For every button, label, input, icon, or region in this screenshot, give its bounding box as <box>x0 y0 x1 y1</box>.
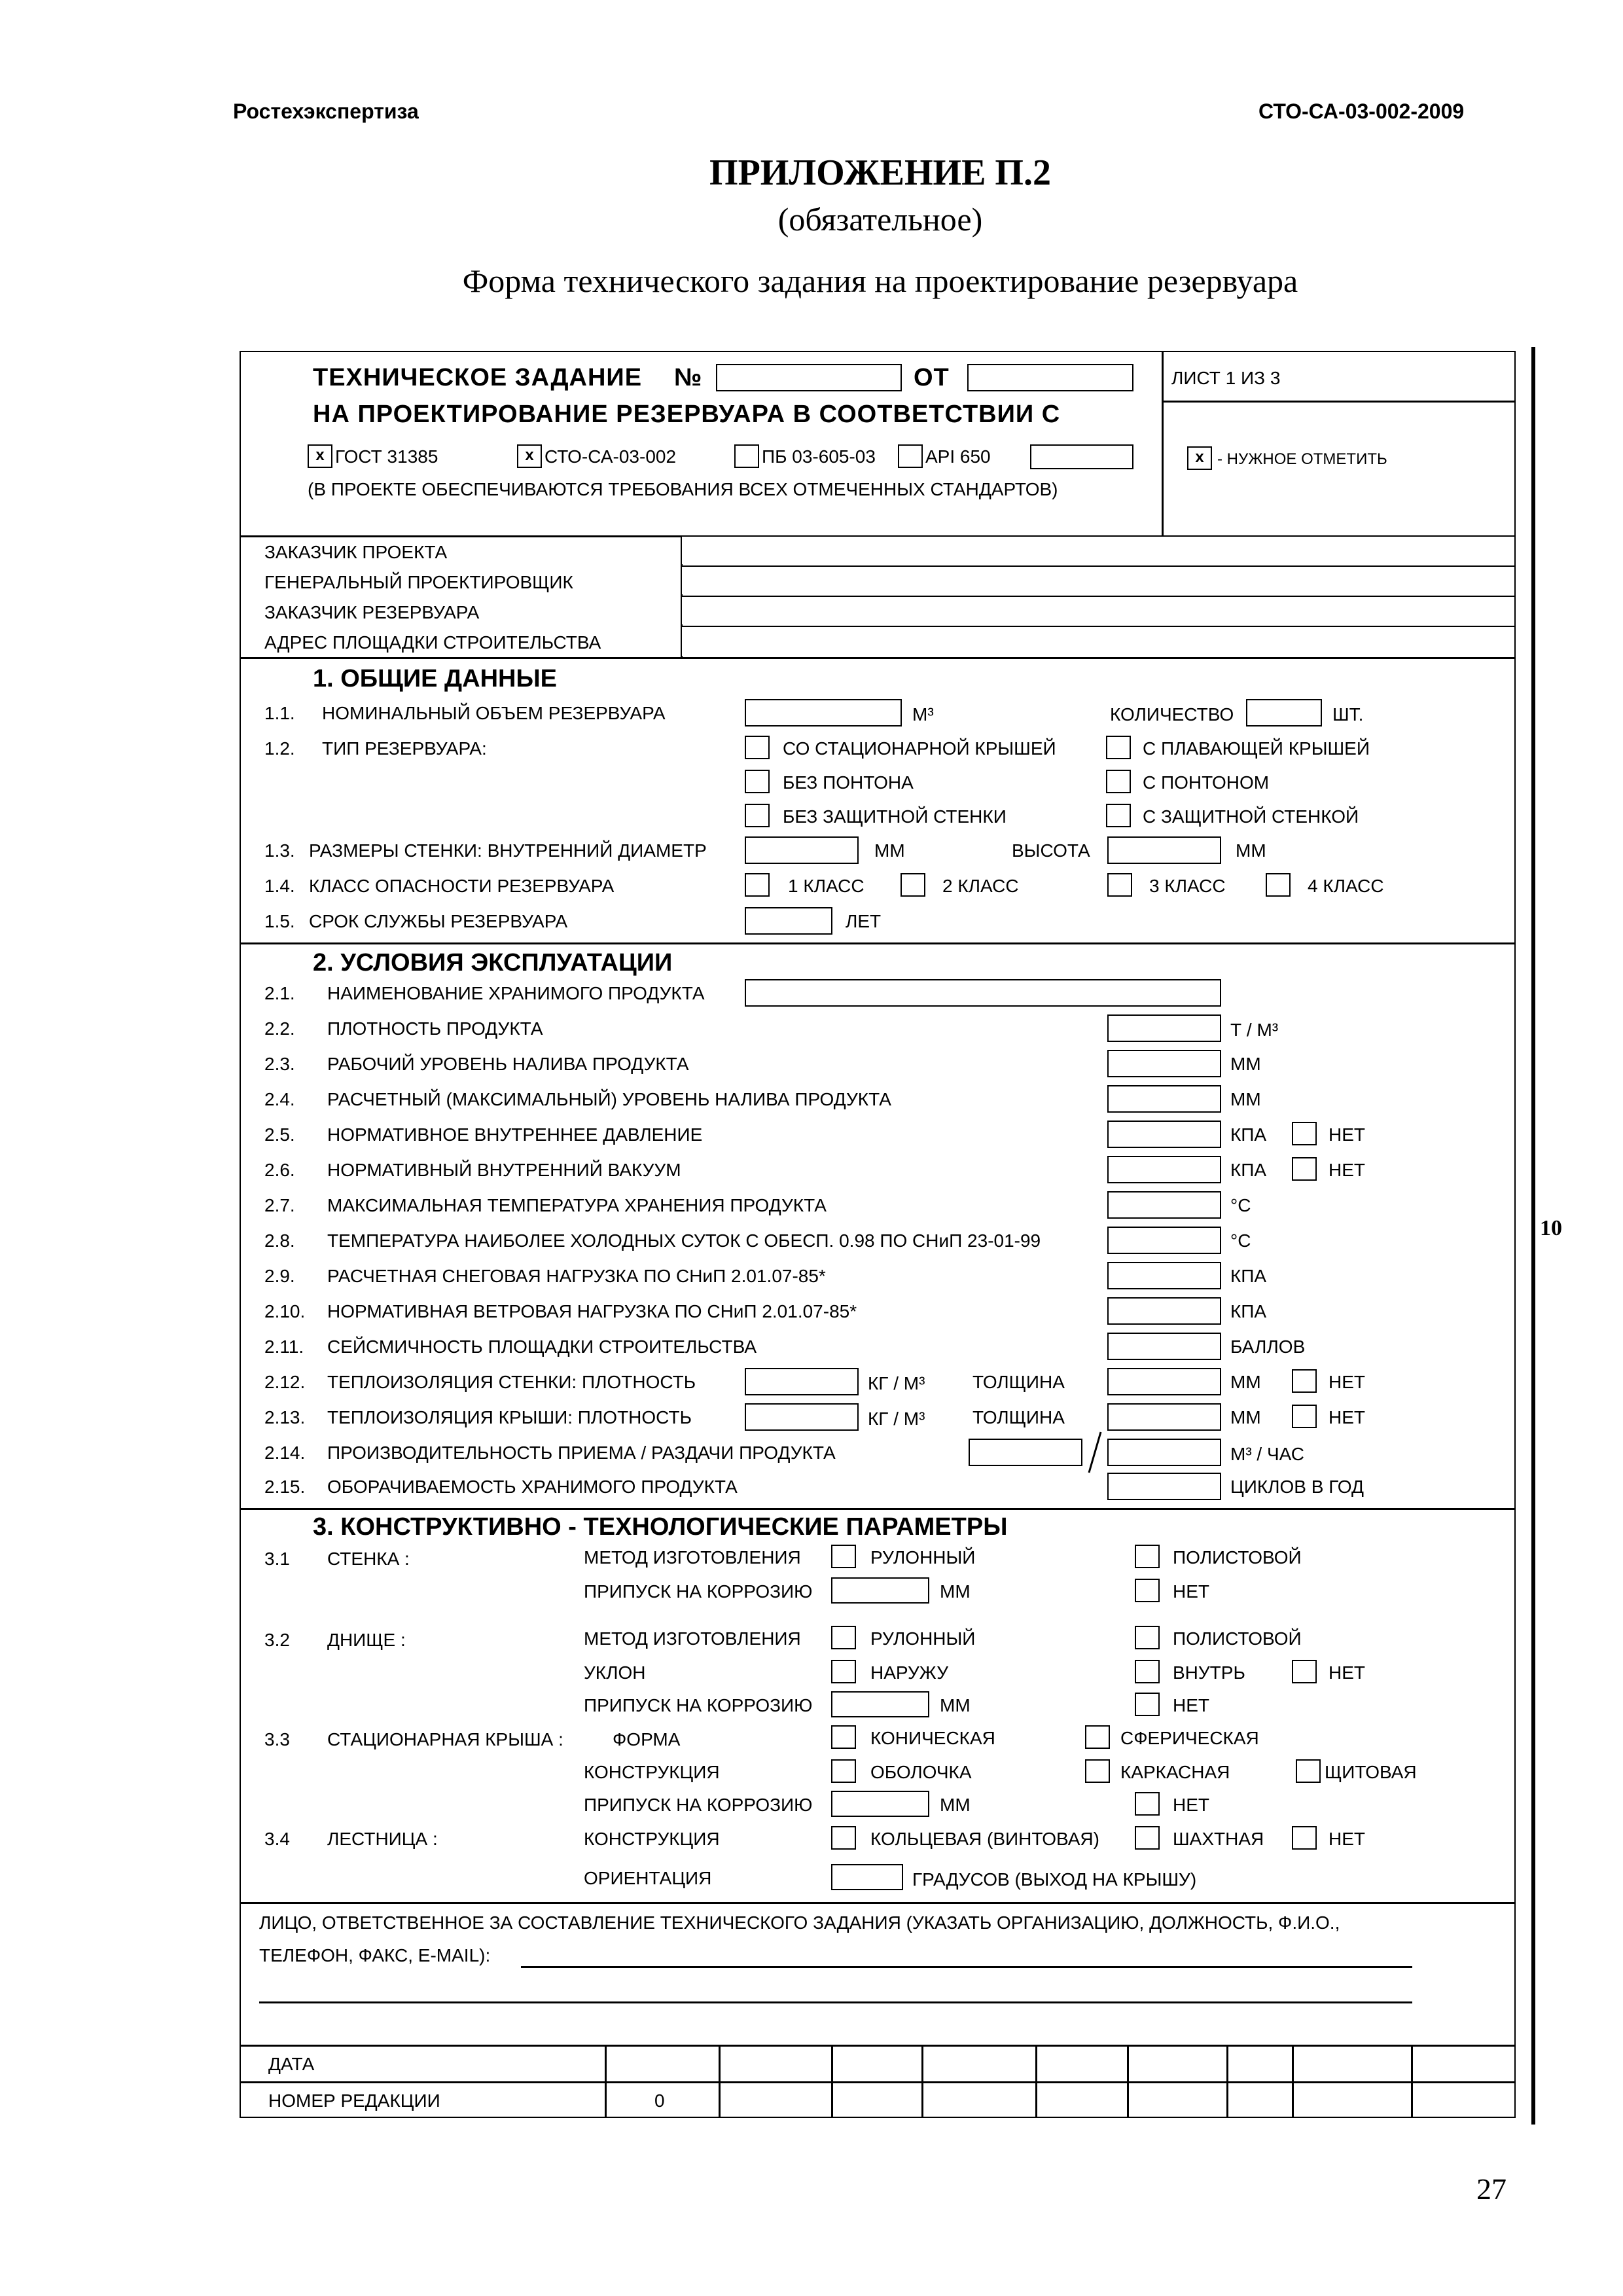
cold-temp-field[interactable] <box>1107 1227 1221 1254</box>
std-api-checkbox[interactable] <box>898 444 923 468</box>
row-3-2-num: 3.2 <box>264 1630 290 1650</box>
row-2-12-label: ТЕПЛОИЗОЛЯЦИЯ СТЕНКИ: ПЛОТНОСТЬ <box>327 1372 696 1392</box>
bottom-allowance-label: ПРИПУСК НА КОРРОЗИЮ <box>584 1695 813 1715</box>
density-field[interactable] <box>1107 1014 1221 1042</box>
page-number: 27 <box>1476 2172 1507 2206</box>
row-2-10-num: 2.10. <box>264 1301 306 1321</box>
row-2-1-label: НАИМЕНОВАНИЕ ХРАНИМОГО ПРОДУКТА <box>327 983 705 1003</box>
rate-separator-slash <box>1084 1429 1106 1475</box>
header-sheet-line <box>1162 401 1516 403</box>
bottom-rolled-label: РУЛОННЫЙ <box>870 1628 976 1649</box>
rev-col-9 <box>1411 2045 1413 2118</box>
rev-col-8 <box>1292 2045 1294 2118</box>
row-2-15-label: ОБОРАЧИВАЕМОСТЬ ХРАНИМОГО ПРОДУКТА <box>327 1477 738 1497</box>
row-2-7-num: 2.7. <box>264 1195 295 1215</box>
slope-inward-label: ВНУТРЬ <box>1173 1662 1245 1683</box>
party-field-4[interactable] <box>682 627 1514 656</box>
margin-line <box>1531 347 1535 2125</box>
wall-allowance-label: ПРИПУСК НА КОРРОЗИЮ <box>584 1581 813 1602</box>
roof-insulation-thickness-unit: ММ <box>1230 1407 1261 1427</box>
row-1-3-num: 1.3. <box>264 840 295 861</box>
type-floating-roof-checkbox[interactable] <box>1106 736 1131 759</box>
row-2-4-num: 2.4. <box>264 1089 295 1109</box>
row-3-2-label: ДНИЩЕ : <box>327 1630 406 1650</box>
row-1-4-label: КЛАСС ОПАСНОСТИ РЕЗЕРВУАРА <box>309 876 615 896</box>
roof-insulation-density-unit: КГ / М³ <box>868 1408 925 1429</box>
tz-title-line2: НА ПРОЕКТИРОВАНИЕ РЕЗЕРВУАРА В СООТВЕТСТВИИ С <box>313 401 1061 428</box>
vacuum-no-checkbox[interactable] <box>1292 1157 1317 1181</box>
row-2-11-num: 2.11. <box>264 1336 304 1357</box>
service-life-unit: ЛЕТ <box>846 911 882 931</box>
party-label-1: ЗАКАЗЧИК ПРОЕКТА <box>264 542 448 562</box>
slope-inward-checkbox[interactable] <box>1135 1660 1160 1683</box>
wall-allowance-no-checkbox[interactable] <box>1135 1579 1160 1602</box>
from-label: ОТ <box>914 364 950 391</box>
height-field[interactable] <box>1107 836 1221 864</box>
seismic-field[interactable] <box>1107 1333 1221 1360</box>
wind-load-unit: КПА <box>1230 1301 1267 1321</box>
section1-bottom-line <box>240 942 1516 944</box>
snow-load-unit: КПА <box>1230 1266 1267 1286</box>
row-3-1-num: 3.1 <box>264 1549 290 1569</box>
turnover-unit: ЦИКЛОВ В ГОД <box>1230 1477 1364 1497</box>
number-sign: № <box>674 364 703 391</box>
wall-allowance-unit: ММ <box>940 1581 971 1602</box>
row-1-2-num: 1.2. <box>264 738 295 759</box>
class-2-label: 2 КЛАСС <box>942 876 1019 896</box>
max-temp-unit: °С <box>1230 1195 1251 1215</box>
class-1-label: 1 КЛАСС <box>788 876 865 896</box>
std-pb-checkbox[interactable] <box>734 444 759 468</box>
stair-ring-checkbox[interactable] <box>831 1826 856 1850</box>
section2-bottom-line <box>240 1508 1516 1510</box>
pressure-unit: КПА <box>1230 1124 1267 1145</box>
wall-rolled-label: РУЛОННЫЙ <box>870 1547 976 1568</box>
roof-panel-label: ЩИТОВАЯ <box>1325 1762 1417 1782</box>
cold-temp-unit: °С <box>1230 1230 1251 1251</box>
wall-insulation-thickness-label: ТОЛЩИНА <box>972 1372 1065 1392</box>
row-2-15-num: 2.15. <box>264 1477 306 1497</box>
row-2-14-label: ПРОИЗВОДИТЕЛЬНОСТЬ ПРИЕМА / РАЗДАЧИ ПРОДУКТА <box>327 1443 836 1463</box>
section3-title: 3. КОНСТРУКТИВНО - ТЕХНОЛОГИЧЕСКИЕ ПАРАМЕТРЫ <box>313 1513 1008 1541</box>
responsible-line1: ЛИЦО, ОТВЕТСТВЕННОЕ ЗА СОСТАВЛЕНИЕ ТЕХНИЧЕСКОГО ЗАДАНИЯ (УКАЗАТЬ ОРГАНИЗАЦИЮ, ДОЛЖНОСТЬ, Ф.И.О., <box>259 1912 1340 1933</box>
org-name: Ростехэкспертиза <box>233 99 419 123</box>
row-2-2-label: ПЛОТНОСТЬ ПРОДУКТА <box>327 1018 543 1039</box>
diameter-unit: ММ <box>874 840 905 861</box>
stair-orientation-label: ОРИЕНТАЦИЯ <box>584 1868 712 1888</box>
row-2-6-label: НОРМАТИВНЫЙ ВНУТРЕННИЙ ВАКУУМ <box>327 1160 681 1180</box>
max-level-field[interactable] <box>1107 1085 1221 1113</box>
std-api-label: API 650 <box>925 446 991 467</box>
row-1-4-num: 1.4. <box>264 876 295 896</box>
rev-col-5 <box>1035 2045 1037 2118</box>
class-1-checkbox[interactable] <box>745 873 770 897</box>
section1-title: 1. ОБЩИЕ ДАННЫЕ <box>313 665 558 692</box>
roof-conical-checkbox[interactable] <box>831 1725 856 1749</box>
wall-method-label: МЕТОД ИЗГОТОВЛЕНИЯ <box>584 1547 801 1568</box>
row-3-1-label: СТЕНКА : <box>327 1549 410 1569</box>
row-2-2-num: 2.2. <box>264 1018 295 1039</box>
appendix-title: ПРИЛОЖЕНИЕ П.2 <box>709 152 1051 193</box>
date-label: ДАТА <box>268 2054 315 2074</box>
responsible-bottom-line <box>240 2045 1516 2047</box>
row-2-9-label: РАСЧЕТНАЯ СНЕГОВАЯ НАГРУЗКА ПО СНиП 2.01.07-85* <box>327 1266 826 1286</box>
row-1-5-label: СРОК СЛУЖБЫ РЕЗЕРВУАРА <box>309 911 568 931</box>
row-1-2-label: ТИП РЕЗЕРВУАРА: <box>322 738 487 759</box>
rev-col-3 <box>831 2045 833 2118</box>
roof-allowance-no-label: НЕТ <box>1173 1795 1209 1815</box>
class-4-label: 4 КЛАСС <box>1308 876 1384 896</box>
wall-sheet-label: ПОЛИСТОВОЙ <box>1173 1547 1302 1568</box>
section2-title: 2. УСЛОВИЯ ЭКСПЛУАТАЦИИ <box>313 949 673 977</box>
tz-date-field[interactable] <box>967 364 1133 391</box>
party-field-2[interactable] <box>682 567 1514 594</box>
row-1-5-num: 1.5. <box>264 911 295 931</box>
wall-allowance-field[interactable] <box>831 1577 929 1604</box>
type-no-pontoon-checkbox[interactable] <box>745 770 770 793</box>
snow-load-field[interactable] <box>1107 1262 1221 1289</box>
roof-panel-checkbox[interactable] <box>1296 1759 1321 1783</box>
roof-allowance-unit: ММ <box>940 1795 971 1815</box>
bottom-rolled-checkbox[interactable] <box>831 1626 856 1649</box>
bottom-allowance-field[interactable] <box>831 1691 929 1717</box>
standard-code: СТО-СА-03-002-2009 <box>1258 99 1465 123</box>
row-3-3-label: СТАЦИОНАРНАЯ КРЫША : <box>327 1729 563 1749</box>
standards-footnote: (В ПРОЕКТЕ ОБЕСПЕЧИВАЮТСЯ ТРЕБОВАНИЯ ВСЕХ ОТМЕЧЕННЫХ СТАНДАРТОВ) <box>308 479 1058 499</box>
row-2-10-label: НОРМАТИВНАЯ ВЕТРОВАЯ НАГРУЗКА ПО СНиП 2.01.07-85* <box>327 1301 857 1321</box>
type-floating-roof-label: С ПЛАВАЮЩЕЙ КРЫШЕЙ <box>1143 738 1370 759</box>
height-label: ВЫСОТА <box>1012 840 1090 861</box>
sheet-label: ЛИСТ 1 ИЗ 3 <box>1171 368 1281 388</box>
parties-bottom-line <box>240 657 1516 659</box>
wall-insulation-thickness-field[interactable] <box>1107 1368 1221 1395</box>
roof-construction-label: КОНСТРУКЦИЯ <box>584 1762 720 1782</box>
slope-outward-checkbox[interactable] <box>831 1660 856 1683</box>
volume-unit: М³ <box>912 704 934 725</box>
row-2-11-label: СЕЙСМИЧНОСТЬ ПЛОЩАДКИ СТРОИТЕЛЬСТВА <box>327 1336 757 1357</box>
bottom-allowance-unit: ММ <box>940 1695 971 1715</box>
std-sto-label: СТО-СА-03-002 <box>544 446 677 467</box>
row-2-8-num: 2.8. <box>264 1230 295 1251</box>
volume-field[interactable] <box>745 699 902 726</box>
type-stationary-roof-checkbox[interactable] <box>745 736 770 759</box>
class-3-checkbox[interactable] <box>1107 873 1132 897</box>
pressure-field[interactable] <box>1107 1121 1221 1148</box>
row-2-8-label: ТЕМПЕРАТУРА НАИБОЛЕЕ ХОЛОДНЫХ СУТОК С ОБЕСП. 0.98 ПО СНиП 23-01-99 <box>327 1230 1041 1251</box>
rev-col-4 <box>921 2045 923 2118</box>
rev-col-7 <box>1226 2045 1228 2118</box>
responsible-line2: ТЕЛЕФОН, ФАКС, E-MAIL): <box>259 1945 491 1965</box>
row-3-3-num: 3.3 <box>264 1729 290 1749</box>
type-stationary-roof-label: СО СТАЦИОНАРНОЙ КРЫШЕЙ <box>783 738 1056 759</box>
std-sto-checkbox[interactable]: x <box>517 444 542 468</box>
turnover-field[interactable] <box>1107 1473 1221 1500</box>
type-pontoon-checkbox[interactable] <box>1106 770 1131 793</box>
work-level-field[interactable] <box>1107 1050 1221 1077</box>
quantity-field[interactable] <box>1246 699 1322 726</box>
row-2-9-num: 2.9. <box>264 1266 295 1286</box>
wall-insulation-density-field[interactable] <box>745 1368 859 1395</box>
vacuum-field[interactable] <box>1107 1156 1221 1183</box>
roof-shell-label: ОБОЛОЧКА <box>870 1762 972 1782</box>
row-3-4-label: ЛЕСТНИЦА : <box>327 1829 438 1849</box>
row-2-4-label: РАСЧЕТНЫЙ (МАКСИМАЛЬНЫЙ) УРОВЕНЬ НАЛИВА ПРОДУКТА <box>327 1089 891 1109</box>
roof-spherical-label: СФЕРИЧЕСКАЯ <box>1120 1728 1259 1748</box>
roof-insulation-density-field[interactable] <box>745 1403 859 1431</box>
section3-bottom-line <box>240 1902 1516 1904</box>
roof-conical-label: КОНИЧЕСКАЯ <box>870 1728 995 1748</box>
slope-no-checkbox[interactable] <box>1292 1660 1317 1683</box>
stair-ring-label: КОЛЬЦЕВАЯ (ВИНТОВАЯ) <box>870 1829 1099 1849</box>
row-2-12-num: 2.12. <box>264 1372 306 1392</box>
row-2-3-label: РАБОЧИЙ УРОВЕНЬ НАЛИВА ПРОДУКТА <box>327 1054 689 1074</box>
roof-frame-checkbox[interactable] <box>1085 1759 1110 1783</box>
roof-insulation-thickness-label: ТОЛЩИНА <box>972 1407 1065 1427</box>
discharge-rate-field[interactable] <box>1107 1439 1221 1466</box>
stair-shaft-label: ШАХТНАЯ <box>1173 1829 1264 1849</box>
type-wall-checkbox[interactable] <box>1106 804 1131 827</box>
product-name-field[interactable] <box>745 979 1221 1007</box>
type-no-wall-checkbox[interactable] <box>745 804 770 827</box>
row-2-1-num: 2.1. <box>264 983 295 1003</box>
max-temp-field[interactable] <box>1107 1191 1221 1219</box>
party-field-3[interactable] <box>682 597 1514 624</box>
appendix-subtitle: (обязательное) <box>777 201 983 238</box>
header-divider <box>1162 351 1164 537</box>
tz-number-field[interactable] <box>716 364 902 391</box>
roof-insulation-no-label: НЕТ <box>1329 1407 1365 1427</box>
row-2-7-label: МАКСИМАЛЬНАЯ ТЕМПЕРАТУРА ХРАНЕНИЯ ПРОДУКТА <box>327 1195 827 1215</box>
pressure-no-label: НЕТ <box>1329 1124 1365 1145</box>
bottom-allowance-no-checkbox[interactable] <box>1135 1693 1160 1716</box>
revision-row-line <box>240 2081 1516 2083</box>
wall-allowance-no-label: НЕТ <box>1173 1581 1209 1602</box>
row-1-1-num: 1.1. <box>264 703 295 723</box>
quantity-unit: ШТ. <box>1332 704 1364 725</box>
wind-load-field[interactable] <box>1107 1297 1221 1325</box>
row-2-5-label: НОРМАТИВНОЕ ВНУТРЕННЕЕ ДАВЛЕНИЕ <box>327 1124 703 1145</box>
party-field-1[interactable] <box>682 537 1514 564</box>
wall-sheet-checkbox[interactable] <box>1135 1545 1160 1568</box>
wall-insulation-density-unit: КГ / М³ <box>868 1373 925 1393</box>
note-checkbox: x <box>1187 446 1212 470</box>
wall-insulation-no-checkbox[interactable] <box>1292 1369 1317 1393</box>
roof-shape-label: ФОРМА <box>613 1729 681 1749</box>
std-other-field[interactable] <box>1030 444 1133 469</box>
wall-insulation-thickness-unit: ММ <box>1230 1372 1261 1392</box>
slope-outward-label: НАРУЖУ <box>870 1662 948 1683</box>
stair-no-label: НЕТ <box>1329 1829 1365 1849</box>
bottom-allowance-no-label: НЕТ <box>1173 1695 1209 1715</box>
seismic-unit: БАЛЛОВ <box>1230 1336 1306 1357</box>
rev-col-6 <box>1127 2045 1129 2118</box>
roof-allowance-label: ПРИПУСК НА КОРРОЗИЮ <box>584 1795 813 1815</box>
bottom-sheet-checkbox[interactable] <box>1135 1626 1160 1649</box>
stair-no-checkbox[interactable] <box>1292 1826 1317 1850</box>
class-4-checkbox[interactable] <box>1266 873 1291 897</box>
class-2-checkbox[interactable] <box>901 873 925 897</box>
diameter-field[interactable] <box>745 836 859 864</box>
vacuum-no-label: НЕТ <box>1329 1160 1365 1180</box>
wall-rolled-checkbox[interactable] <box>831 1545 856 1568</box>
rate-unit: М³ / ЧАС <box>1230 1444 1304 1464</box>
type-no-wall-label: БЕЗ ЗАЩИТНОЙ СТЕНКИ <box>783 806 1007 827</box>
type-pontoon-label: С ПОНТОНОМ <box>1143 772 1270 793</box>
row-2-13-num: 2.13. <box>264 1407 306 1427</box>
responsible-input-line-2[interactable] <box>259 2001 1412 2003</box>
quantity-label: КОЛИЧЕСТВО <box>1110 704 1234 725</box>
note-text: - НУЖНОЕ ОТМЕТИТЬ <box>1217 450 1387 468</box>
std-pb-label: ПБ 03-605-03 <box>762 446 876 467</box>
wall-insulation-no-label: НЕТ <box>1329 1372 1365 1392</box>
row-2-14-num: 2.14. <box>264 1443 306 1463</box>
roof-insulation-no-checkbox[interactable] <box>1292 1405 1317 1428</box>
row-2-6-num: 2.6. <box>264 1160 295 1180</box>
responsible-input-line-1[interactable] <box>521 1966 1412 1968</box>
intake-rate-field[interactable] <box>969 1439 1082 1466</box>
revision-first: 0 <box>654 2090 665 2111</box>
row-1-3-label: РАЗМЕРЫ СТЕНКИ: ВНУТРЕННИЙ ДИАМЕТР <box>309 840 707 861</box>
work-level-unit: ММ <box>1230 1054 1261 1074</box>
revision-label: НОМЕР РЕДАКЦИИ <box>268 2090 440 2111</box>
rev-col-2 <box>719 2045 721 2118</box>
vacuum-unit: КПА <box>1230 1160 1267 1180</box>
slope-no-label: НЕТ <box>1329 1662 1365 1683</box>
row-2-3-num: 2.3. <box>264 1054 295 1074</box>
row-1-1-label: НОМИНАЛЬНЫЙ ОБЪЕМ РЕЗЕРВУАРА <box>322 703 666 723</box>
roof-frame-label: КАРКАСНАЯ <box>1120 1762 1230 1782</box>
roof-allowance-field[interactable] <box>831 1791 929 1817</box>
roof-insulation-thickness-field[interactable] <box>1107 1403 1221 1431</box>
bottom-method-label: МЕТОД ИЗГОТОВЛЕНИЯ <box>584 1628 801 1649</box>
rev-col-1 <box>605 2045 607 2118</box>
type-wall-label: С ЗАЩИТНОЙ СТЕНКОЙ <box>1143 806 1359 827</box>
bottom-slope-label: УКЛОН <box>584 1662 646 1683</box>
form-title: Форма технического задания на проектирование резервуара <box>462 262 1298 299</box>
row-2-13-label: ТЕПЛОИЗОЛЯЦИЯ КРЫШИ: ПЛОТНОСТЬ <box>327 1407 692 1427</box>
row-3-4-num: 3.4 <box>264 1829 290 1849</box>
type-no-pontoon-label: БЕЗ ПОНТОНА <box>783 772 914 793</box>
density-unit: Т / М³ <box>1230 1020 1279 1040</box>
stair-orientation-unit: ГРАДУСОВ (ВЫХОД НА КРЫШУ) <box>912 1869 1197 1890</box>
roof-shell-checkbox[interactable] <box>831 1759 856 1783</box>
bottom-sheet-label: ПОЛИСТОВОЙ <box>1173 1628 1302 1649</box>
tz-title: ТЕХНИЧЕСКОЕ ЗАДАНИЕ <box>313 364 643 391</box>
stair-orientation-field[interactable] <box>831 1864 903 1890</box>
max-level-unit: ММ <box>1230 1089 1261 1109</box>
party-label-2: ГЕНЕРАЛЬНЫЙ ПРОЕКТИРОВЩИК <box>264 572 573 592</box>
class-3-label: 3 КЛАСС <box>1149 876 1226 896</box>
margin-mark: 10 <box>1540 1216 1562 1240</box>
roof-spherical-checkbox[interactable] <box>1085 1725 1110 1749</box>
party-label-4: АДРЕС ПЛОЩАДКИ СТРОИТЕЛЬСТВА <box>264 632 601 653</box>
service-life-field[interactable] <box>745 907 832 935</box>
std-gost-checkbox[interactable]: x <box>308 444 332 468</box>
pressure-no-checkbox[interactable] <box>1292 1122 1317 1145</box>
height-unit: ММ <box>1236 840 1266 861</box>
roof-allowance-no-checkbox[interactable] <box>1135 1792 1160 1816</box>
std-gost-label: ГОСТ 31385 <box>335 446 438 467</box>
party-label-3: ЗАКАЗЧИК РЕЗЕРВУАРА <box>264 602 480 622</box>
stair-construction-label: КОНСТРУКЦИЯ <box>584 1829 720 1849</box>
row-2-5-num: 2.5. <box>264 1124 295 1145</box>
stair-shaft-checkbox[interactable] <box>1135 1826 1160 1850</box>
